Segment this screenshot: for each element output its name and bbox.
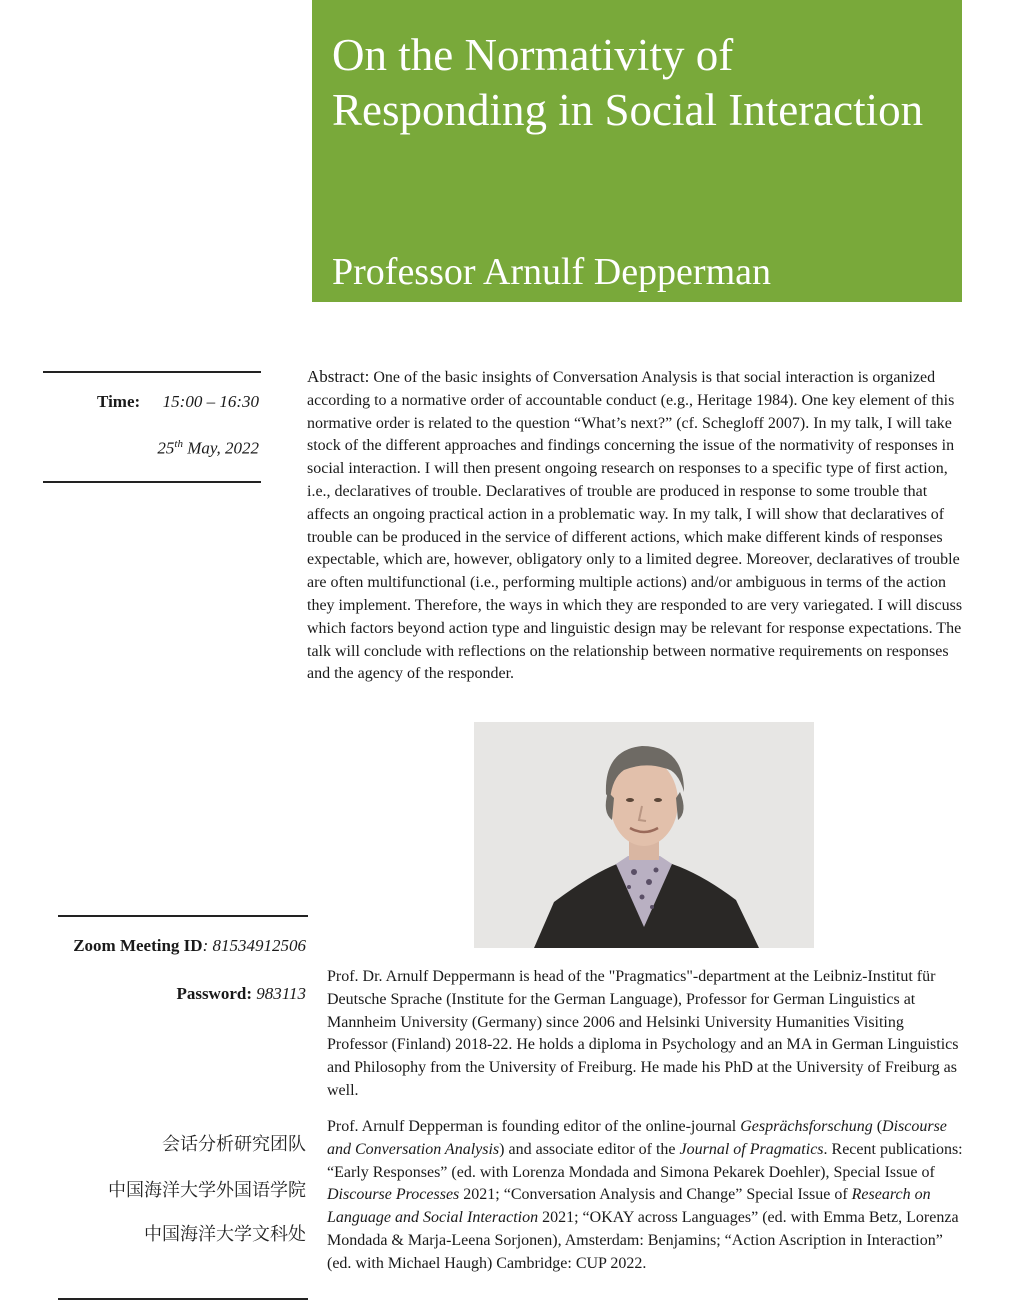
bio-text: . Recent publications: “Early Responses” (ed. with Lorenza Mondada and Simona Pekarek Doehler), Special Issue of <box>327 1140 963 1181</box>
abstract-text: One of the basic insights of Conversation Analysis is that social interaction is organized according to a normative order of accountable conduct (e.g., Heritage 1984). One key element of this normative order is related to the question “What’s next?” (cf. Schegloff 2007). In my talk, I will take stock of the different approaches and findings concerning the issue of the normativity of responses in social interaction. I will then present ongoing research on responses to a specific type of first action, i.e., declaratives of trouble. Declaratives of trouble are produced in response to some trouble that affects an ongoing practical action in a problematic way. In my talk, I will show that declaratives of trouble can be produced in the service of different actions, which make different kinds of responses expectable, which are, however, obligatory only to a limited degree. Moreover, declaratives of trouble are often multifunctional (i.e., performing multiple actions) and/or ambiguous in terms of the action they implement. Therefore, the ways in which they are responded to are very variegated. I will discuss which factors beyond action type and linguistic design may be relevant for response expectations. The talk will conclude with reflections on the relationship between normative requirements on responses and the agency of the responder. <box>307 369 963 683</box>
password-row <box>176 984 306 1004</box>
date-day: 25 <box>157 438 175 458</box>
divider-bottom-time <box>43 481 261 483</box>
bio-paragraph-2 <box>327 1116 967 1276</box>
date-suffix: th <box>174 438 183 450</box>
bio-text: 2021; “Conversation Analysis and Change” Special Issue of <box>459 1186 852 1204</box>
divider-top-zoom <box>58 915 308 917</box>
time-value: 15:00 – 16:30 <box>162 392 259 411</box>
journal-title: Journal of Pragmatics <box>679 1140 824 1158</box>
time-label: Time: <box>97 392 141 411</box>
zoom-id-row <box>73 936 306 956</box>
zoom-id-label: Zoom Meeting ID <box>73 936 203 955</box>
journal-subtitle: Discourse and Conversation Analysis <box>327 1118 947 1158</box>
bio-paragraph-1: Prof. Dr. Arnulf Deppermann is head of the "Pragmatics"-department at the Leibniz-Institut für Deutsche Sprache (Institute for the German Language), Professor for German Linguistics at Mannheim University (Germany) since 2006 and Helsinki University Humanities Visiting Professor (Finland) 2018-22. He holds a diploma in Psychology and an MA in German Linguistics and Philosophy from the University of Freiburg. He made his PhD at the University of Freiburg as well. <box>327 968 959 1099</box>
bio-text: Prof. Arnulf Depperman is founding editor of the online-journal <box>327 1118 741 1135</box>
organizer-3: 中国海洋大学文科处 <box>144 1224 306 1245</box>
bio-text: 2021; “OKAY across Languages” (ed. with Emma Betz, Lorenza Mondada & Marja-Leena Sorjonen), Amsterdam: Benjamins; “Action Ascription in Interaction” (ed. with Michael Haugh) Cambridge: CUP 2022. <box>327 1209 959 1272</box>
date-row <box>157 438 259 459</box>
zoom-id-value: : 81534912506 <box>202 936 306 955</box>
talk-title: On the Normativity of Responding in Social Interaction <box>332 30 924 135</box>
journal-title: Discourse Processes <box>327 1186 460 1204</box>
divider-bottom-organizers <box>58 1298 308 1300</box>
organizer-1: 会话分析研究团队 <box>162 1134 306 1155</box>
speaker-photo <box>474 722 814 948</box>
time-row <box>97 392 259 412</box>
password-value: 983113 <box>252 984 306 1003</box>
journal-title: Gesprächsforschung <box>740 1118 873 1135</box>
bio-text: ( <box>872 1118 883 1135</box>
speaker-portrait-image <box>474 722 814 948</box>
divider-top-time <box>43 371 261 373</box>
abstract <box>307 366 967 686</box>
speaker-name: Professor Arnulf Depperman <box>332 251 772 293</box>
password-label: Password: <box>176 984 252 1003</box>
organizer-2: 中国海洋大学外国语学院 <box>108 1180 306 1201</box>
title-banner <box>312 0 962 302</box>
bio-text: ) and associate editor of the <box>499 1140 680 1158</box>
date-rest: May, 2022 <box>182 438 259 458</box>
journal-title: Research on Language and Social Interaction <box>327 1186 931 1227</box>
abstract-label: Abstract: <box>307 367 370 386</box>
